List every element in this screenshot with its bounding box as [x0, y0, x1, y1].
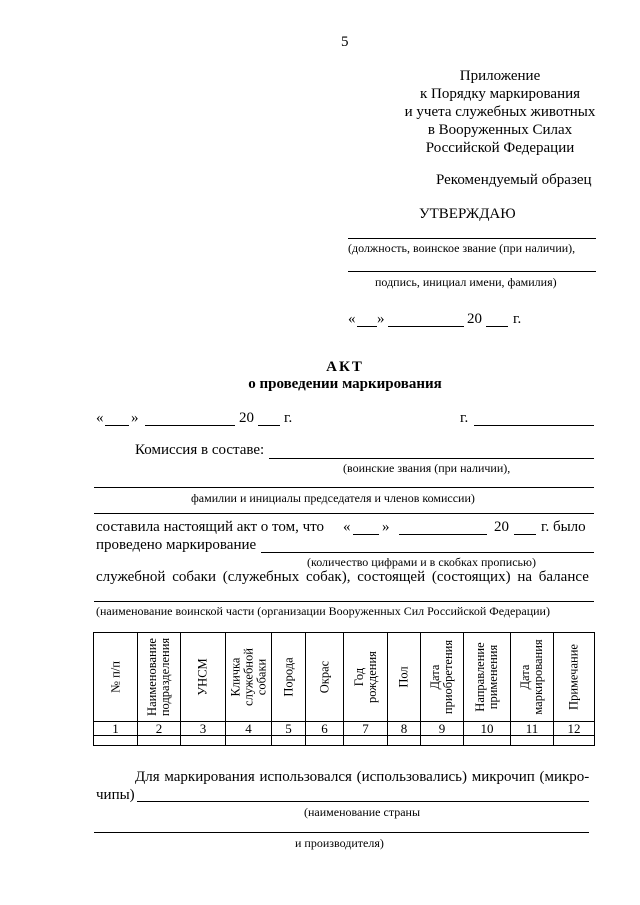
- document-subtitle: о проведении маркирования: [248, 376, 442, 392]
- approval-month-line: [388, 326, 464, 327]
- appendix-line: Приложение: [459, 68, 541, 84]
- act-year-line: [258, 425, 280, 426]
- body-month-line: [399, 534, 487, 535]
- signature-hint: подпись, инициал имени, фамилия): [375, 275, 557, 289]
- table-cell[interactable]: [554, 736, 595, 746]
- table-cell[interactable]: [464, 736, 511, 746]
- table-cell[interactable]: [181, 736, 226, 746]
- act-date-open-quote: «: [96, 410, 104, 426]
- body-year-prefix: 20: [494, 519, 509, 535]
- header-label: Дата приобретения: [428, 639, 455, 715]
- table-cell[interactable]: [306, 736, 344, 746]
- header-cell: [226, 633, 272, 722]
- quantity-hint: (количество цифрами и в скобках прописью): [307, 555, 536, 569]
- header-cell: [511, 633, 554, 722]
- body-day-line: [353, 534, 379, 535]
- table-cell[interactable]: [94, 736, 138, 746]
- appendix-line: в Вооруженных Силах: [427, 122, 573, 138]
- marking-done-text: проведено маркирование: [96, 537, 257, 553]
- header-cell: [306, 633, 344, 722]
- column-number: 11: [511, 722, 554, 736]
- header-cell: [344, 633, 388, 722]
- column-number: 1: [94, 722, 138, 736]
- approval-date-open-quote: «: [348, 311, 356, 327]
- commission-names-line: [94, 487, 594, 488]
- dogs-text: служебной собаки (служебных собак), состоящей (состоящих) на балансе: [96, 569, 589, 585]
- body-year-suffix: г. было: [541, 519, 586, 535]
- table-cell[interactable]: [226, 736, 272, 746]
- table-row: [94, 736, 595, 746]
- table-cell[interactable]: [421, 736, 464, 746]
- approval-day-line: [357, 326, 377, 327]
- document-title: АКТ: [326, 359, 364, 375]
- header-label: Год рождения: [351, 651, 379, 703]
- commission-line: [269, 458, 594, 459]
- header-cell: [272, 633, 306, 722]
- appendix-line: к Порядку маркирования: [419, 86, 581, 102]
- recommended-sample: Рекомендуемый образец: [436, 172, 592, 188]
- column-number: 10: [464, 722, 511, 736]
- table-cell[interactable]: [388, 736, 421, 746]
- microchip-text-line2: чипы): [96, 787, 135, 803]
- header-label: УНСМ: [195, 658, 210, 696]
- page-number: 5: [341, 34, 349, 50]
- quantity-line: [261, 552, 594, 553]
- table-cell[interactable]: [344, 736, 388, 746]
- header-label: Направление применения: [473, 642, 500, 712]
- act-date-close-quote: »: [131, 410, 139, 426]
- act-city-prefix: г.: [460, 410, 469, 426]
- header-label: Примечание: [566, 644, 581, 710]
- approval-year-prefix: 20: [467, 311, 482, 327]
- unit-hint: (наименование воинской части (организации Вооруженных Сил Российской Федерации): [96, 604, 550, 618]
- header-cell: [464, 633, 511, 722]
- appendix-line: Российской Федерации: [425, 140, 575, 156]
- act-year-suffix: г.: [284, 410, 293, 426]
- position-line: [348, 238, 596, 239]
- body-year-line: [514, 534, 536, 535]
- body-open-quote: «: [343, 519, 351, 535]
- composed-text: составила настоящий акт о том, что: [96, 519, 325, 535]
- header-label: Порода: [281, 657, 295, 697]
- header-cell: [94, 633, 138, 722]
- commission-names-hint: фамилии и инициалы председателя и членов комиссии): [191, 491, 475, 505]
- signature-line: [348, 271, 596, 272]
- header-label: Кличка служебной собаки: [228, 648, 268, 706]
- table-cell[interactable]: [272, 736, 306, 746]
- commission-label: Комиссия в составе:: [135, 442, 265, 458]
- table-header-row: [94, 633, 595, 722]
- table-cell[interactable]: [138, 736, 181, 746]
- header-cell: [138, 633, 181, 722]
- column-number: 7: [344, 722, 388, 736]
- table-number-row: [94, 722, 595, 736]
- country-hint: (наименование страны: [304, 805, 421, 819]
- unit-line: [94, 601, 594, 602]
- approval-heading: УТВЕРЖДАЮ: [419, 206, 516, 222]
- column-number: 3: [181, 722, 226, 736]
- act-day-line: [105, 425, 129, 426]
- microchip-text-line1: Для маркирования использовался (использовались) микрочип (микро-: [135, 769, 590, 785]
- header-label: Наименование подразделения: [145, 637, 172, 717]
- column-number: 12: [554, 722, 595, 736]
- header-label: Пол: [396, 666, 411, 688]
- act-month-line: [145, 425, 235, 426]
- header-cell: [388, 633, 421, 722]
- column-number: 6: [306, 722, 344, 736]
- column-number: 9: [421, 722, 464, 736]
- approval-year-suffix: г.: [513, 311, 522, 327]
- act-year-prefix: 20: [239, 410, 254, 426]
- appendix-line: и учета служебных животных: [404, 104, 596, 120]
- marking-table: [93, 632, 595, 746]
- column-number: 8: [388, 722, 421, 736]
- header-cell: [421, 633, 464, 722]
- header-label: Дата маркирования: [518, 639, 545, 715]
- table-cell[interactable]: [511, 736, 554, 746]
- column-number: 2: [138, 722, 181, 736]
- commission-extra-line: [94, 513, 594, 514]
- commission-ranks-hint: (воинские звания (при наличии),: [343, 461, 511, 475]
- header-cell: [181, 633, 226, 722]
- maker-line: [94, 832, 589, 833]
- country-line: [137, 801, 589, 802]
- act-city-line: [474, 425, 594, 426]
- column-number: 4: [226, 722, 272, 736]
- header-label: № п/п: [108, 661, 122, 693]
- header-cell: [554, 633, 595, 722]
- approval-year-line: [486, 326, 508, 327]
- approval-date-close-quote: »: [377, 311, 385, 327]
- header-label: Окрас: [317, 660, 331, 694]
- column-number: 5: [272, 722, 306, 736]
- maker-hint: и производителя): [295, 836, 384, 850]
- body-close-quote: »: [382, 519, 390, 535]
- position-hint: (должность, воинское звание (при наличии),: [348, 241, 576, 255]
